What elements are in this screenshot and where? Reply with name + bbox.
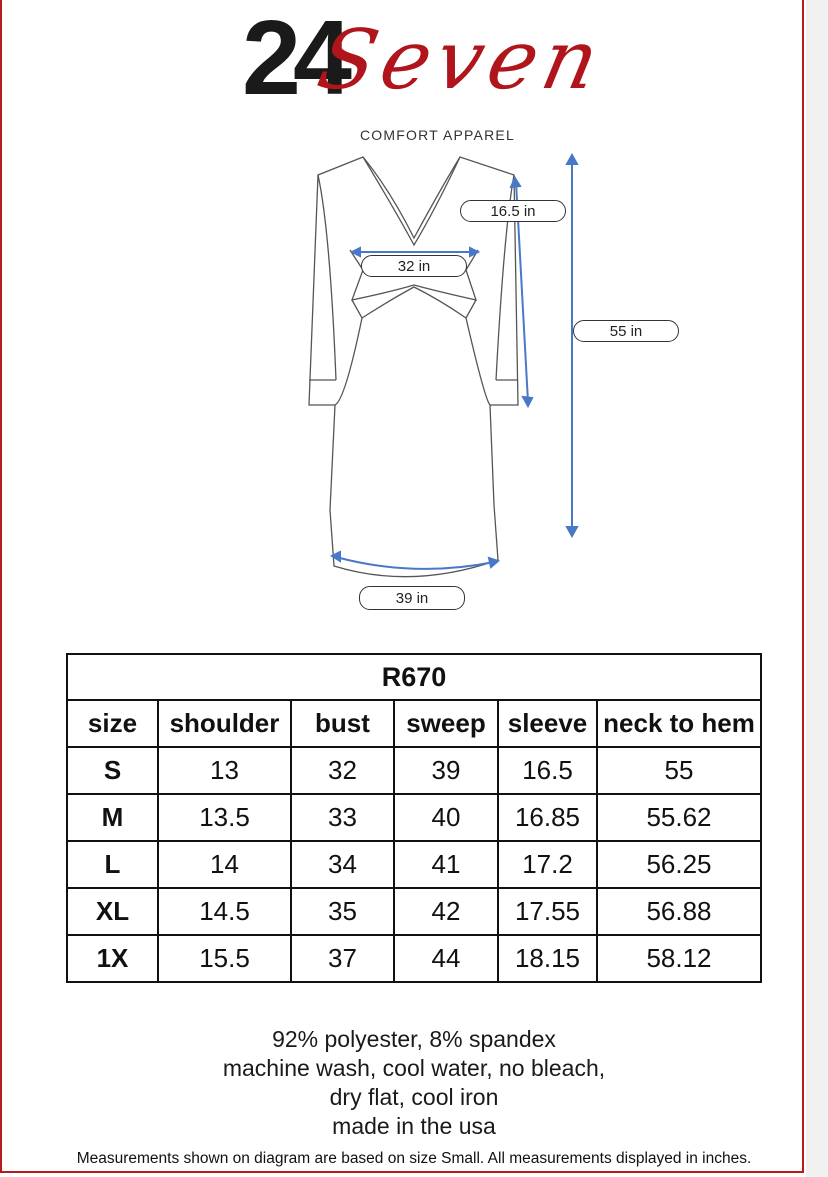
cell-sleeve: 17.55 — [498, 888, 597, 935]
table-title: R670 — [67, 654, 761, 700]
fabric-content: 92% polyester, 8% spandex — [272, 1026, 556, 1052]
cell-size: 1X — [67, 935, 158, 982]
cell-neck-to-hem: 56.25 — [597, 841, 761, 888]
cell-shoulder: 13.5 — [158, 794, 291, 841]
cell-size: S — [67, 747, 158, 794]
cell-size: L — [67, 841, 158, 888]
table-row — [67, 888, 761, 935]
cell-bust: 34 — [291, 841, 394, 888]
bust-measure-label: 32 in — [361, 255, 467, 277]
table-row — [67, 794, 761, 841]
origin-text: made in the usa — [332, 1113, 496, 1139]
cell-sweep: 40 — [394, 794, 498, 841]
cell-neck-to-hem: 55 — [597, 747, 761, 794]
cell-neck-to-hem: 58.12 — [597, 935, 761, 982]
cell-bust: 32 — [291, 747, 394, 794]
logo-script-word: Seven — [310, 13, 613, 108]
cell-size: M — [67, 794, 158, 841]
cell-sweep: 44 — [394, 935, 498, 982]
cell-shoulder: 14 — [158, 841, 291, 888]
table-row — [67, 747, 761, 794]
length-measure-label: 55 in — [573, 320, 679, 342]
sleeve-measure-label: 16.5 in — [460, 200, 566, 222]
cell-sleeve: 17.2 — [498, 841, 597, 888]
table-row — [67, 935, 761, 982]
cell-sweep: 42 — [394, 888, 498, 935]
header-neck-to-hem: neck to hem — [597, 700, 761, 747]
cell-sleeve: 16.5 — [498, 747, 597, 794]
header-size: size — [67, 700, 158, 747]
cell-shoulder: 13 — [158, 747, 291, 794]
header-shoulder: shoulder — [158, 700, 291, 747]
cell-shoulder: 15.5 — [158, 935, 291, 982]
measurement-footnote: Measurements shown on diagram are based on size Small. All measurements displayed in inches. — [76, 1150, 752, 1167]
header-sweep: sweep — [394, 700, 498, 747]
sweep-measure-label: 39 in — [359, 586, 465, 610]
header-sleeve: sleeve — [498, 700, 597, 747]
cell-sweep: 39 — [394, 747, 498, 794]
table-row — [67, 841, 761, 888]
cell-bust: 37 — [291, 935, 394, 982]
cell-sleeve: 16.85 — [498, 794, 597, 841]
cell-bust: 33 — [291, 794, 394, 841]
cell-shoulder: 14.5 — [158, 888, 291, 935]
logo-number: 24 — [242, 0, 344, 117]
cell-sleeve: 18.15 — [498, 935, 597, 982]
cell-neck-to-hem: 55.62 — [597, 794, 761, 841]
table-title-row — [67, 654, 761, 700]
care-instructions — [0, 1025, 828, 1141]
cell-neck-to-hem: 56.88 — [597, 888, 761, 935]
dry-instructions: dry flat, cool iron — [329, 1084, 499, 1110]
cell-bust: 35 — [291, 888, 394, 935]
size-chart-table — [66, 653, 762, 983]
cell-size: XL — [67, 888, 158, 935]
cell-sweep: 41 — [394, 841, 498, 888]
table-header-row — [67, 700, 761, 747]
logo-tagline: COMFORT APPAREL — [360, 127, 515, 143]
header-bust: bust — [291, 700, 394, 747]
wash-instructions: machine wash, cool water, no bleach, — [222, 1055, 606, 1081]
